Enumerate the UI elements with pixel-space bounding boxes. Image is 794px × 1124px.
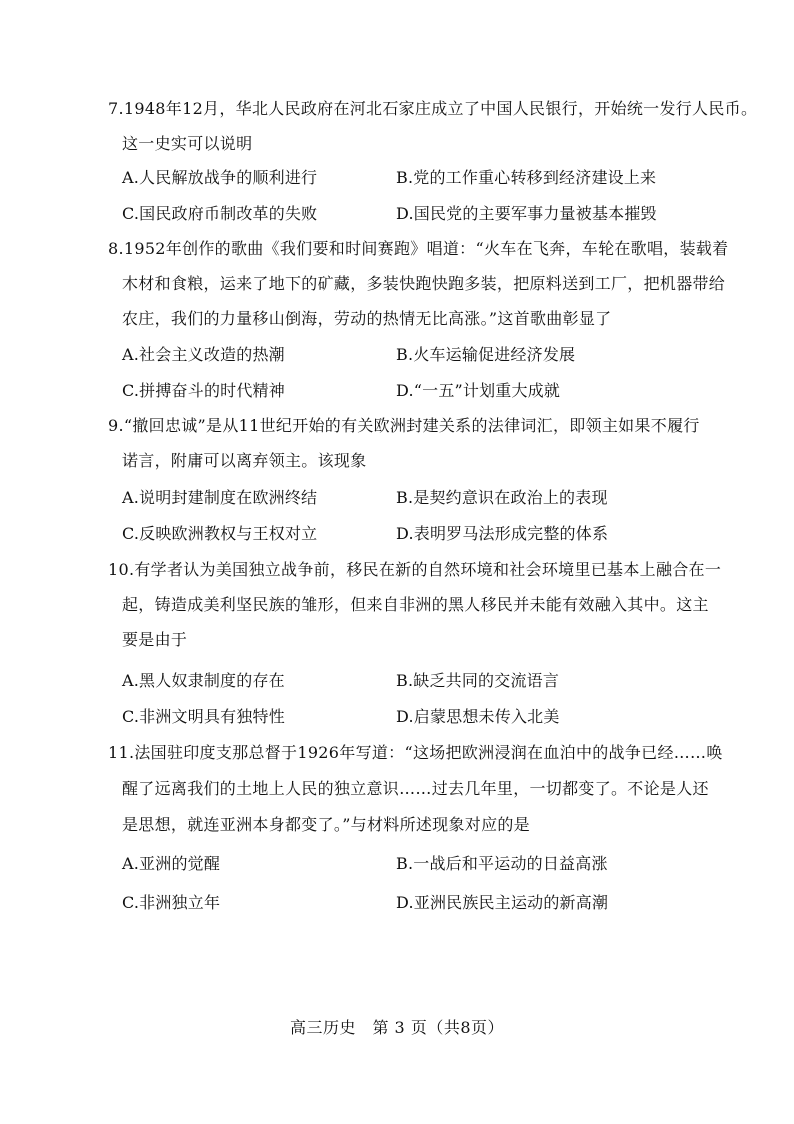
question-8-stem-line-2: 木材和食粮，运来了地下的矿藏，多装快跑快跑多装，把原料送到工厂，把机器带给 — [122, 274, 726, 293]
question-10-option-a: A.黑人奴隶制度的存在 — [122, 671, 285, 690]
question-8-option-d: D.“一五”计划重大成就 — [396, 381, 561, 400]
question-7-option-a: A.人民解放战争的顺利进行 — [122, 168, 318, 187]
question-10-stem-line-3: 要是由于 — [122, 630, 188, 649]
question-7-option-d: D.国民党的主要军事力量被基本摧毁 — [396, 204, 657, 223]
question-7-stem-line-1: 7.1948年12月，华北人民政府在河北石家庄成立了中国人民银行，开始统一发行人民币。 — [108, 99, 758, 118]
question-11-option-a: A.亚洲的觉醒 — [122, 854, 221, 873]
question-9-option-c: C.反映欧洲教权与王权对立 — [122, 524, 318, 543]
question-8-option-c: C.拼搏奋斗的时代精神 — [122, 381, 285, 400]
question-9-stem-line-1: 9.“撤回忠诚”是从11世纪开始的有关欧洲封建关系的法律词汇，即领主如果不履行 — [108, 416, 700, 435]
question-10-option-b: B.缺乏共同的交流语言 — [396, 671, 560, 690]
question-8-option-b: B.火车运输促进经济发展 — [396, 345, 576, 364]
question-7-option-c: C.国民政府币制改革的失败 — [122, 204, 318, 223]
question-9-option-a: A.说明封建制度在欧洲终结 — [122, 488, 318, 507]
question-9-stem-line-2: 诺言，附庸可以离弃领主。该现象 — [122, 451, 367, 470]
question-10-stem-line-1: 10.有学者认为美国独立战争前，移民在新的自然环境和社会环境里已基本上融合在一 — [108, 560, 722, 579]
question-8-stem-line-1: 8.1952年创作的歌曲《我们要和时间赛跑》唱道：“火车在飞奔，车轮在歌唱，装载着 — [108, 239, 729, 258]
question-11-option-c: C.非洲独立年 — [122, 893, 221, 912]
question-11-option-b: B.一战后和平运动的日益高涨 — [396, 854, 608, 873]
question-7-option-b: B.党的工作重心转移到经济建设上来 — [396, 168, 657, 187]
question-11-stem-line-2: 醒了远离我们的土地上人民的独立意识……过去几年里，一切都变了。不论是人还 — [122, 779, 709, 798]
question-9-option-d: D.表明罗马法形成完整的体系 — [396, 524, 609, 543]
question-9-option-b: B.是契约意识在政治上的表现 — [396, 488, 608, 507]
question-7-stem-line-2: 这一史实可以说明 — [122, 134, 253, 153]
question-11-option-d: D.亚洲民族民主运动的新高潮 — [396, 893, 609, 912]
question-10-option-c: C.非洲文明具有独特性 — [122, 707, 285, 726]
page-footer: 高三历史 第 3 页（共8页） — [289, 1018, 505, 1037]
question-8-stem-line-3: 农庄，我们的力量移山倒海，劳动的热情无比高涨。”这首歌曲彰显了 — [122, 309, 612, 328]
question-10-option-d: D.启蒙思想未传入北美 — [396, 707, 560, 726]
question-10-stem-line-2: 起，铸造成美利坚民族的雏形，但来自非洲的黑人移民并未能有效融入其中。这主 — [122, 595, 709, 614]
question-11-stem-line-1: 11.法国驻印度支那总督于1926年写道：“这场把欧洲浸润在血泊中的战争已经……唤 — [108, 743, 723, 762]
question-8-option-a: A.社会主义改造的热潮 — [122, 345, 285, 364]
question-11-stem-line-3: 是思想，就连亚洲本身都变了。”与材料所述现象对应的是 — [122, 815, 530, 834]
